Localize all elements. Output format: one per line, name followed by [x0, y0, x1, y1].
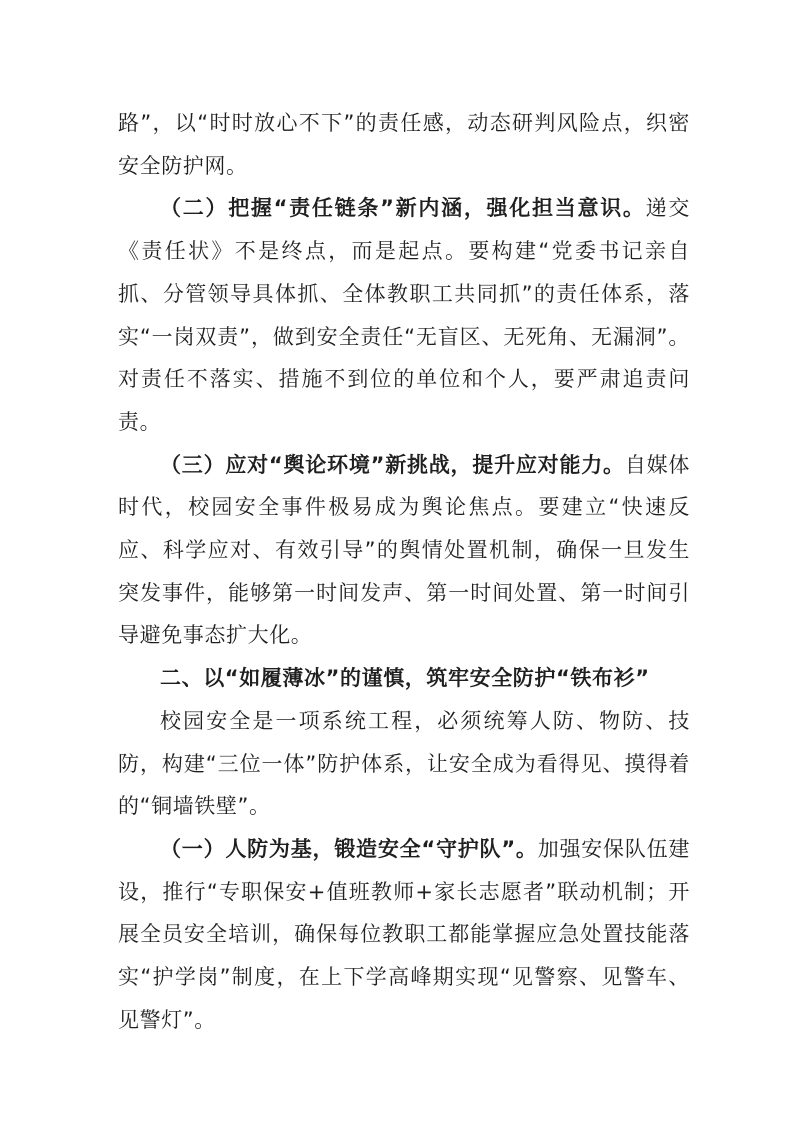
paragraph-body: 递交《责任状》不是终点，而是起点。要构建“党委书记亲自抓、分管领导具体抓、全体教职工共同抓”的责任体系，落实“一岗双责”，做到安全责任“无盲区、无死角、无漏洞”。对责任不落实、措施不到位的单位和个人，要严肃追责问责。: [118, 196, 690, 434]
paragraph-lead: （三）应对“舆论环境”新挑战，提升应对能力。: [160, 452, 625, 477]
paragraph-human-defense: [118, 828, 690, 1042]
paragraph-lead: （二）把握“责任链条”新内涵，强化担当意识。: [160, 196, 646, 221]
paragraph-body: 自媒体时代，校园安全事件极易成为舆论焦点。要建立“快速反应、科学应对、有效引导”的舆情处置机制，确保一旦发生突发事件，能够第一时间发声、第一时间处置、第一时间引导避免事态扩大化。: [118, 452, 690, 648]
paragraph-continuation: [118, 102, 690, 187]
paragraph-system-engineering: [118, 700, 690, 828]
section-heading: 二、以“如履薄冰”的谨慎，筑牢安全防护“铁布衫”: [160, 666, 650, 691]
paragraph-body: 校园安全是一项系统工程，必须统筹人防、物防、技防，构建“三位一体”防护体系，让安全成为看得见、摸得着的“铜墙铁壁”。: [118, 708, 690, 819]
paragraph-lead: （一）人防为基，锻造安全“守护队”。: [160, 836, 538, 861]
document-page: [118, 102, 690, 1041]
paragraph-public-opinion: [118, 444, 690, 658]
paragraph-body: 路”，以“时时放心不下”的责任感，动态研判风险点，织密安全防护网。: [118, 111, 690, 178]
paragraph-body: 加强安保队伍建设，推行“专职保安+值班教师+家长志愿者”联动机制；开展全员安全培训，确保每位教职工都能掌握应急处置技能落实“护学岗”制度，在上下学高峰期实现“见警察、见警车、见警灯”。: [118, 836, 691, 1032]
paragraph-responsibility-chain: [118, 187, 690, 443]
